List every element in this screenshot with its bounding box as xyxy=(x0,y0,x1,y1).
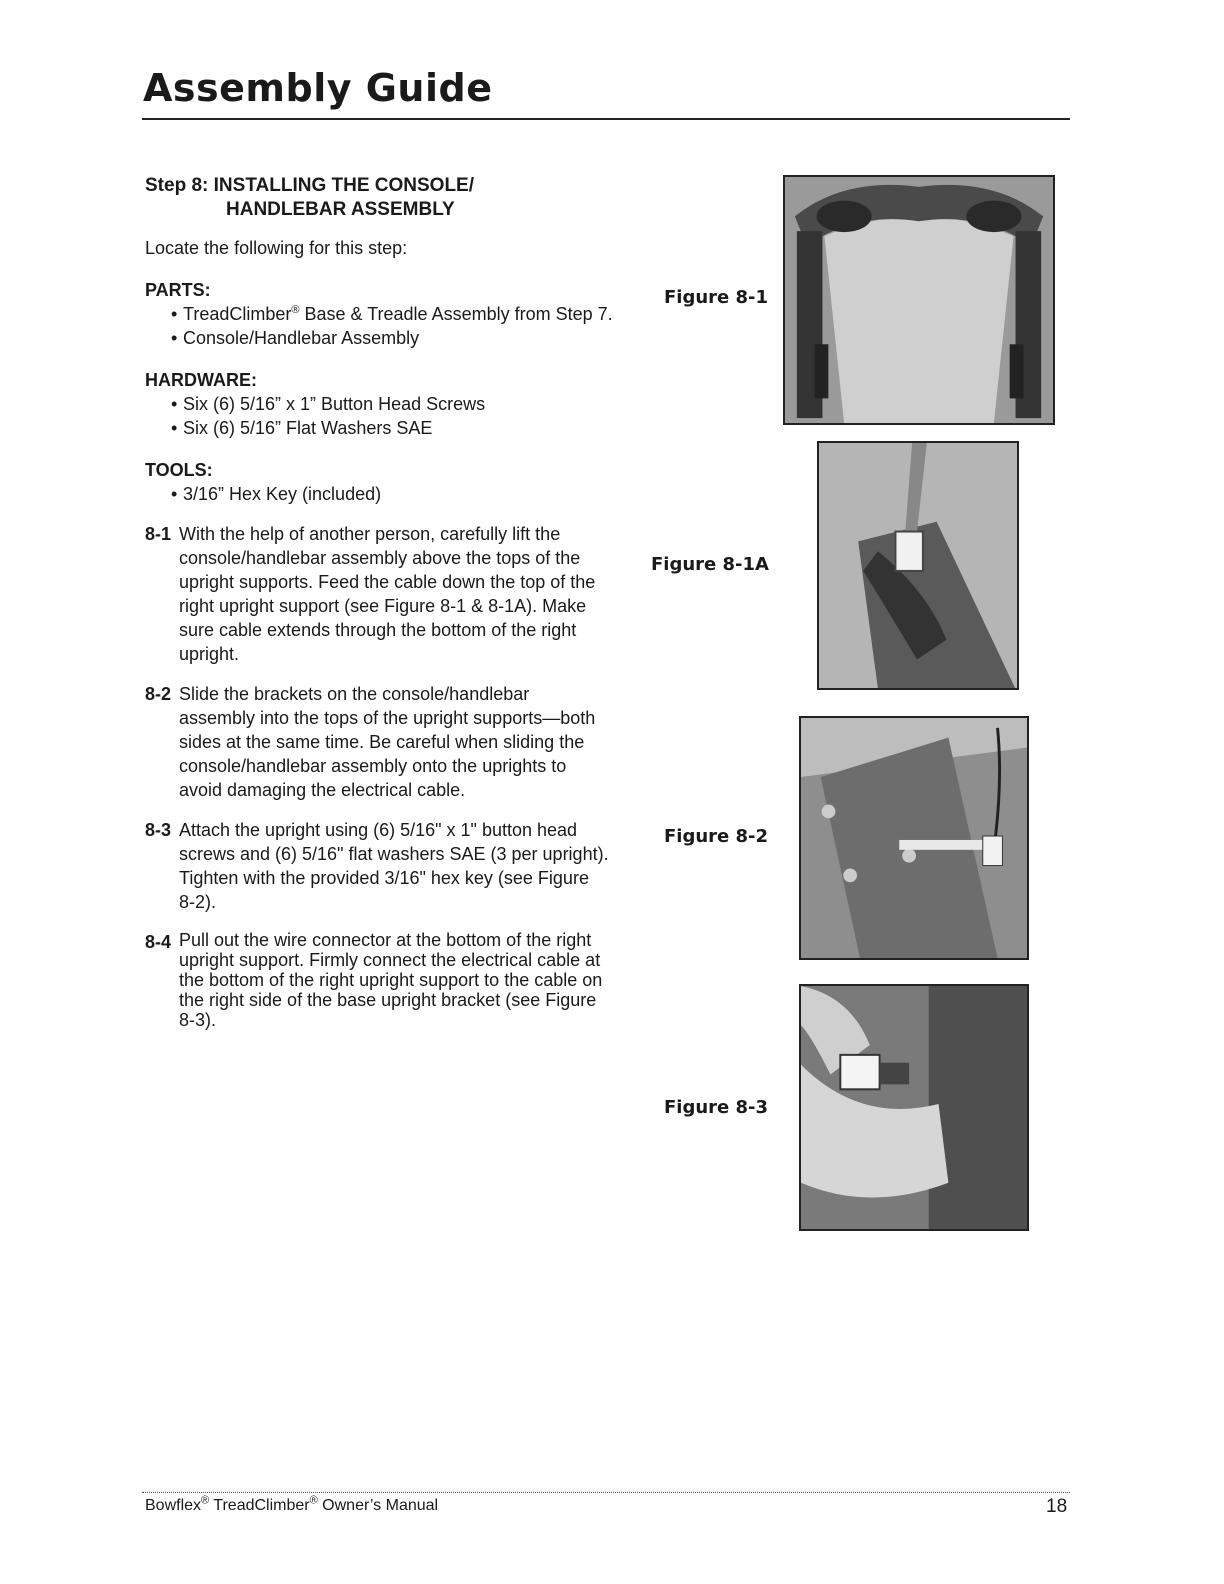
parts-label: PARTS: xyxy=(145,280,211,300)
page-title: Assembly Guide xyxy=(143,66,493,110)
instruction-8-2 xyxy=(145,682,625,802)
locate-text: Locate the following for this step: xyxy=(145,238,408,258)
tools-list xyxy=(145,482,625,506)
list-item: • Six (6) 5/16” Flat Washers SAE xyxy=(171,416,625,440)
step-prefix: Step 8: xyxy=(145,175,209,196)
instruction-8-1 xyxy=(145,522,625,666)
console-handlebar-photo-icon xyxy=(783,175,1055,425)
instruction-number: 8-3 xyxy=(145,820,172,840)
list-item: • Console/Handlebar Assembly xyxy=(171,326,625,350)
step-heading xyxy=(145,174,625,222)
figure-8-1-label: Figure 8-1 xyxy=(664,287,769,308)
instruction-8-3 xyxy=(145,818,625,914)
instruction-text: Pull out the wire connector at the bottom of the right upright support. Firmly connect the electrical cable at the bottom of the right upright support to the cable on the right side of the base upright bracket (see Figure 8-3). xyxy=(179,930,603,1030)
footer-rule xyxy=(142,1492,1070,1493)
parts-list xyxy=(145,302,625,350)
header-rule xyxy=(142,118,1070,120)
instruction-8-4 xyxy=(145,930,625,1030)
figure-8-2-label: Figure 8-2 xyxy=(664,826,769,847)
step-title-line1: INSTALLING THE CONSOLE/ xyxy=(213,175,475,196)
instruction-number: 8-1 xyxy=(145,524,172,544)
hardware-list xyxy=(145,392,625,440)
instruction-number: 8-4 xyxy=(145,932,172,952)
wire-connector-photo-icon xyxy=(799,984,1029,1231)
cable-upright-photo-icon xyxy=(817,441,1019,690)
hardware-label: HARDWARE: xyxy=(145,370,257,390)
instruction-number: 8-2 xyxy=(145,684,172,704)
tools-label: TOOLS: xyxy=(145,460,213,480)
instruction-text: Slide the brackets on the console/handlebar assembly into the tops of the upright supports—both sides at the same time. Be careful when sliding the console/handlebar assembly onto the uprights to avoid damaging the electrical cable. xyxy=(179,684,596,800)
footer-manual-title: Bowflex® TreadClimber® Owner’s Manual xyxy=(145,1494,439,1514)
step-title-line2: HANDLEBAR ASSEMBLY xyxy=(226,199,455,220)
instructions-column xyxy=(145,174,625,1030)
page-number: 18 xyxy=(1046,1496,1068,1517)
instruction-text: With the help of another person, carefully lift the console/handlebar assembly above the tops of the upright supports. Feed the cable down the top of the right upright support (see Figure 8-1 & 8-1A). Make sure cable extends through the bottom of the right upright. xyxy=(179,524,596,664)
list-item: • 3/16” Hex Key (included) xyxy=(171,482,625,506)
list-item: • Six (6) 5/16” x 1” Button Head Screws xyxy=(171,392,625,416)
instruction-text: Attach the upright using (6) 5/16" x 1" button head screws and (6) 5/16" flat washers SAE (3 per upright). Tighten with the provided 3/16" hex key (see Figure 8-2). xyxy=(179,820,609,912)
figure-8-3-label: Figure 8-3 xyxy=(664,1097,769,1118)
figure-8-1a-label: Figure 8-1A xyxy=(651,554,769,575)
bracket-screws-photo-icon xyxy=(799,716,1029,960)
list-item: • TreadClimber® Base & Treadle Assembly from Step 7. xyxy=(171,302,625,326)
